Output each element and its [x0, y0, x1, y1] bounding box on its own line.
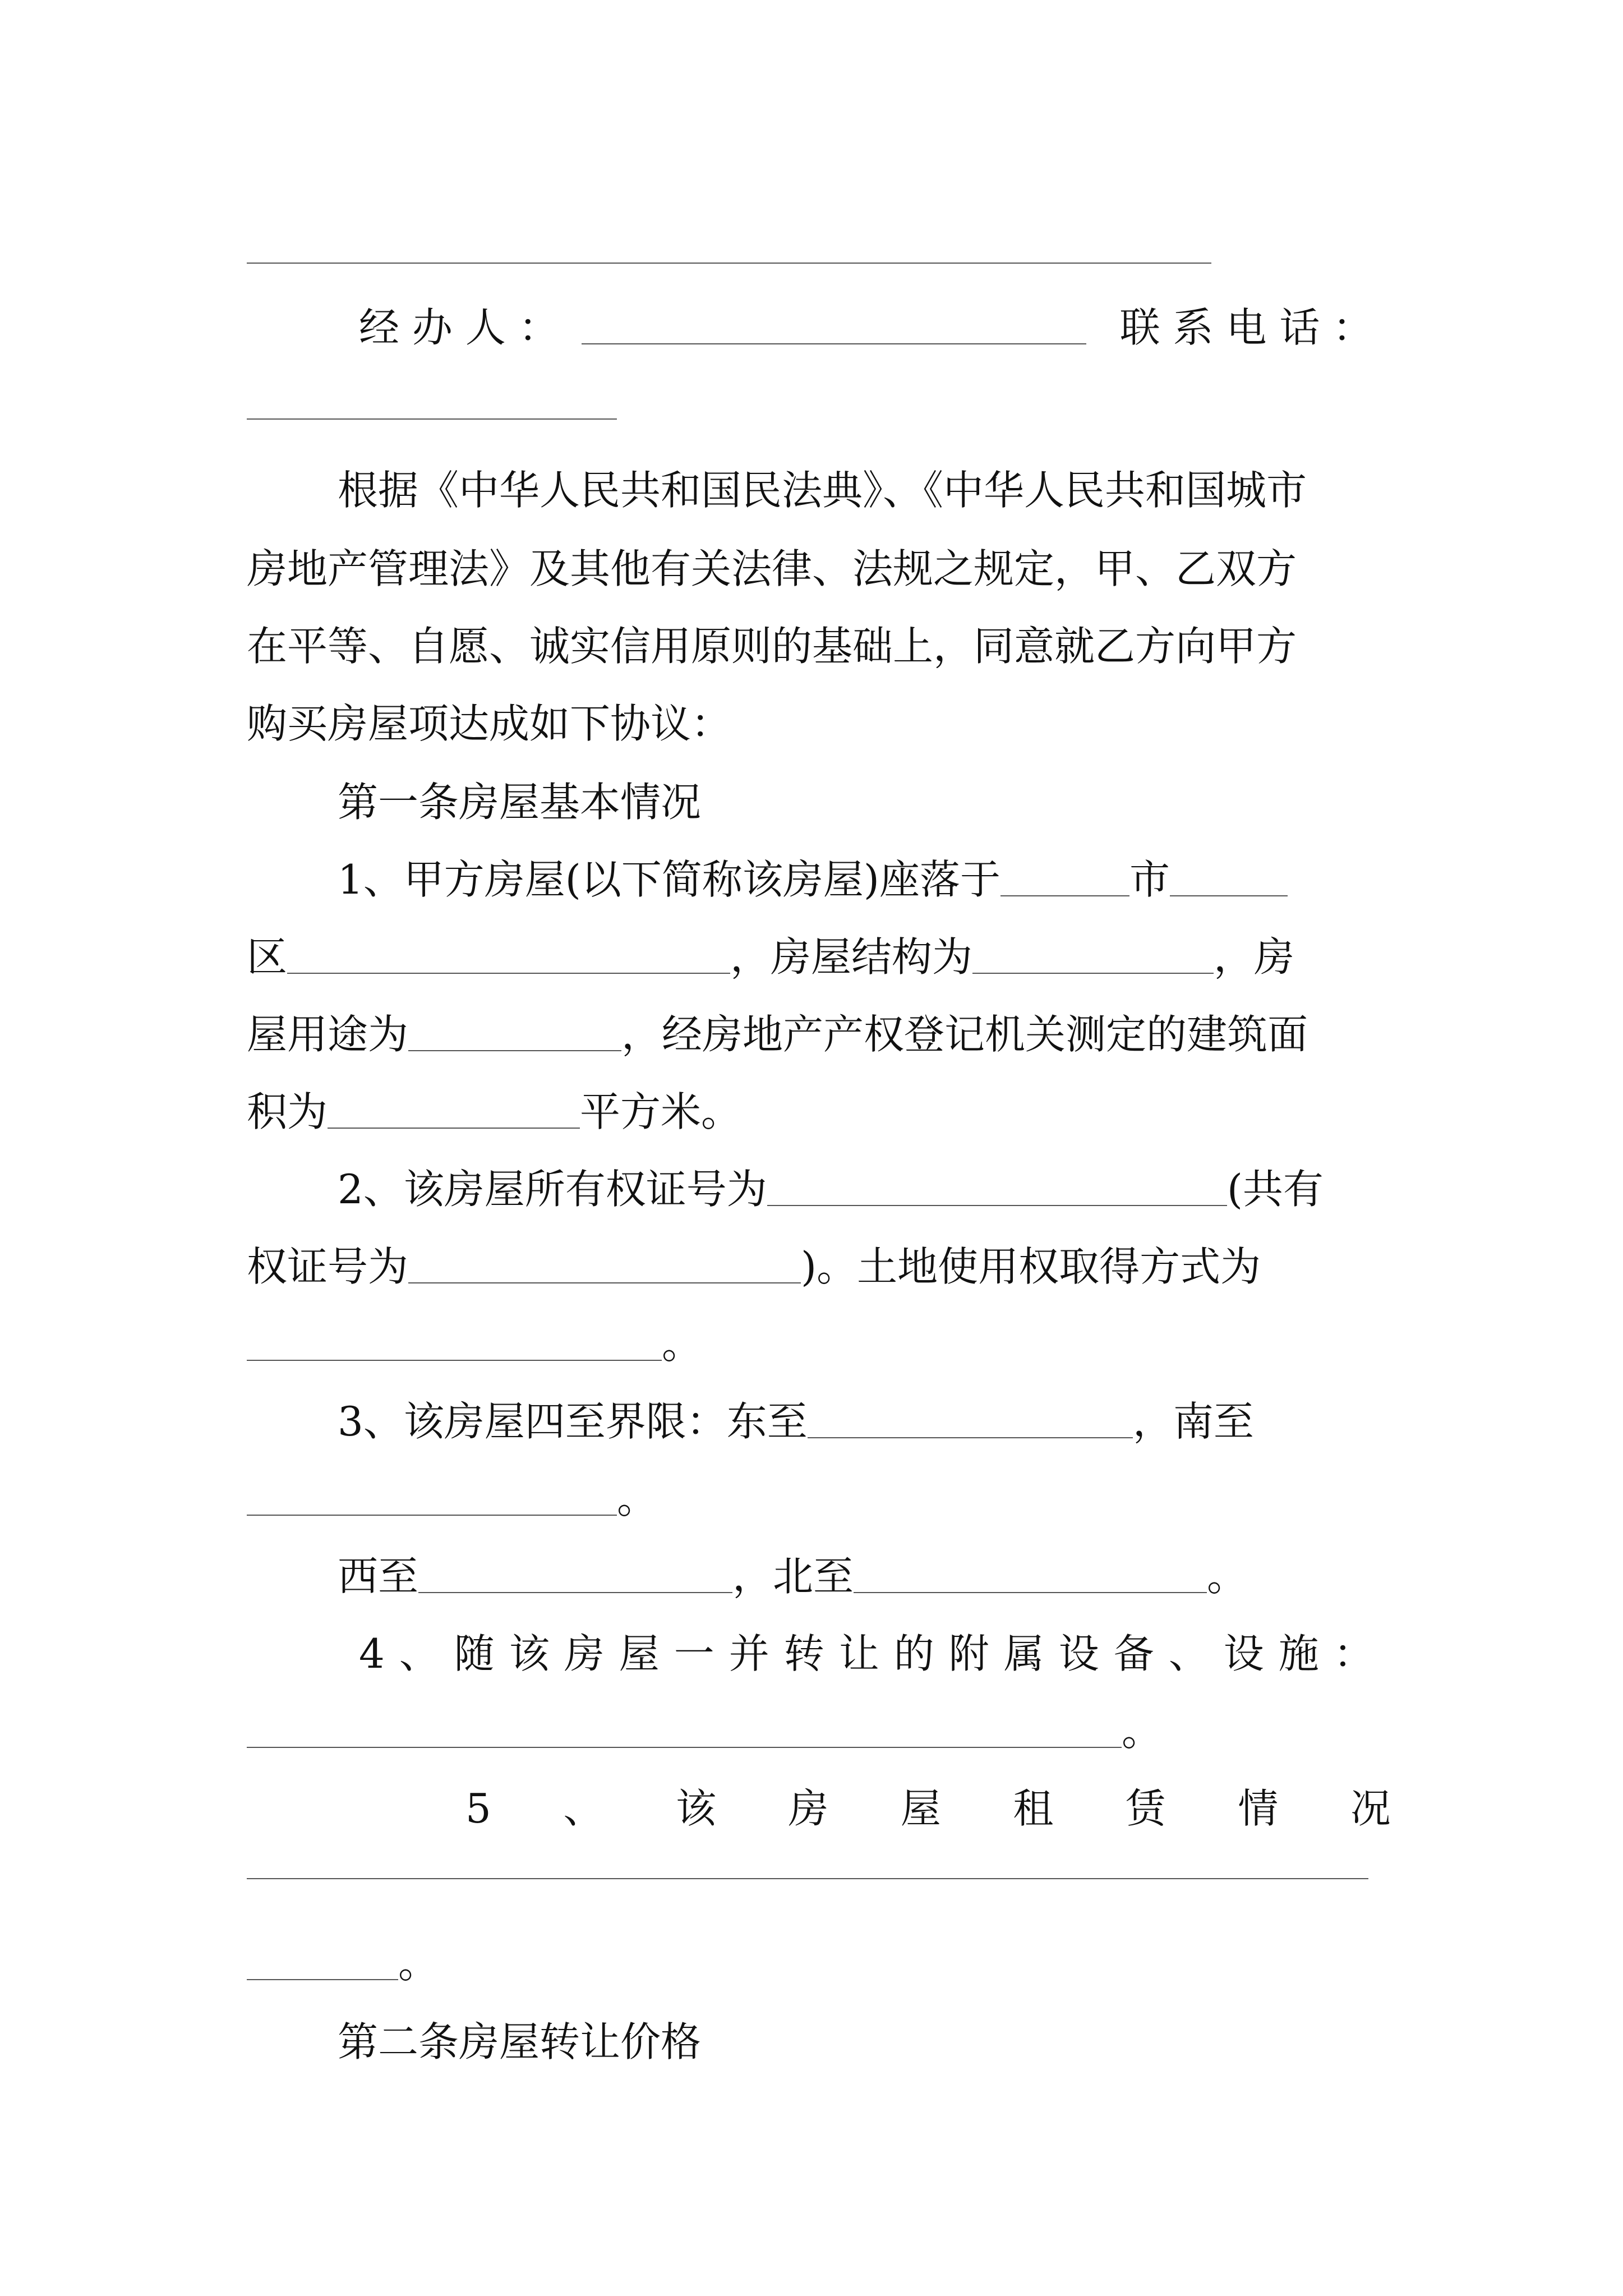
item5-char: 情 [1238, 1785, 1279, 1832]
west-blank [418, 1592, 732, 1593]
preamble-line-2 [247, 510, 1391, 592]
preamble-text-1: 根据《中华人民共和国民法典》、《中华人民共和国城市 [338, 467, 1307, 514]
co-owner-blank [408, 1282, 801, 1283]
phone-blank [247, 418, 617, 420]
land-use-label: )。土地使用权取得方式为 [801, 1243, 1261, 1290]
area-unit: 平方米。 [580, 1088, 742, 1135]
district-label: 区 [247, 933, 288, 981]
preamble-text-3: 在平等、自愿、诚实信用原则的基础上，同意就乙方向甲方 [247, 623, 1297, 670]
area-label: 积为 [247, 1088, 328, 1135]
preamble-text-4: 购买房屋项达成如下协议： [247, 700, 732, 747]
east-blank [808, 1437, 1133, 1438]
structure-end: ，房 [1214, 933, 1295, 981]
item2-line-3 [247, 1286, 1391, 1368]
north-label: ，北至 [732, 1553, 854, 1600]
structure-blank [972, 973, 1214, 974]
item5-char: 屋 [900, 1785, 941, 1832]
item1-line-2 [247, 899, 1391, 981]
south-label: ，南至 [1132, 1398, 1254, 1445]
area-text: ，经房地产产权登记机关测定的建筑面 [621, 1011, 1308, 1058]
north-end: 。 [1207, 1553, 1248, 1600]
preamble-text-2: 房地产管理法》及其他有关法律、法规之规定，甲、乙双方 [247, 545, 1297, 592]
item4-line-1 [247, 1595, 1391, 1677]
top-blank-line [247, 263, 1211, 264]
handler-blank [582, 343, 1086, 344]
item3-line-3 [247, 1518, 1391, 1600]
land-use-blank [247, 1360, 662, 1361]
handler-label: 经 办 人 ： [359, 304, 559, 351]
item5-char: 房 [788, 1785, 829, 1832]
article2-heading [247, 1984, 1391, 2065]
item1-prefix: 1、甲方房屋(以下简称该房屋)座落于 [338, 856, 1000, 903]
item5-char: 况 [1350, 1785, 1391, 1832]
cert-label: 2、该房屋所有权证号为 [338, 1166, 767, 1213]
item2-end: 。 [662, 1320, 703, 1368]
item5-char: 、 [563, 1785, 604, 1832]
preamble-line-1 [247, 432, 1391, 514]
item4-text: 4、随该房屋一并转让的附属设备、设施： [359, 1630, 1389, 1677]
usage-label: 屋用途为 [247, 1011, 409, 1058]
item4-end: 。 [1122, 1708, 1163, 1755]
item4-blank [247, 1747, 1122, 1748]
cert-blank [767, 1205, 1227, 1206]
item5-blank-short [247, 1979, 398, 1980]
item3-line-1 [247, 1363, 1391, 1445]
city-label: 市 [1129, 856, 1170, 903]
item5-line-1 [465, 1750, 1391, 1832]
item2-line-1 [247, 1131, 1391, 1213]
item5-char: 赁 [1125, 1785, 1166, 1832]
item5-char: 5 [465, 1785, 491, 1832]
item4-line-2 [247, 1673, 1391, 1755]
north-blank [854, 1592, 1207, 1593]
article2-heading-text: 第二条房屋转让价格 [338, 2018, 702, 2065]
usage-blank [408, 1050, 621, 1051]
item3-line-2 [247, 1441, 1391, 1522]
item1-line-1 [247, 821, 1391, 903]
item2-line-2 [247, 1208, 1391, 1290]
area-blank [328, 1128, 580, 1129]
co-owner-prefix: 权证号为 [247, 1243, 409, 1290]
phone-label: 联 系 电 话 ： [1119, 304, 1373, 351]
article1-heading [247, 744, 1391, 826]
item5-line-2 [247, 1905, 1391, 1987]
handler-line [247, 269, 1391, 351]
item5-char: 该 [675, 1785, 716, 1832]
district-blank [287, 973, 730, 974]
item5-end: 。 [398, 1940, 439, 1987]
structure-label: ，房屋结构为 [730, 933, 973, 981]
south-blank [247, 1515, 617, 1516]
city-blank [1000, 895, 1129, 896]
preamble-line-3 [247, 588, 1391, 670]
article1-heading-text: 第一条房屋基本情况 [338, 779, 702, 826]
east-label: 3、该房屋四至界限：东至 [338, 1398, 808, 1445]
west-label: 西至 [338, 1553, 419, 1600]
item5-blank-long [247, 1878, 1368, 1879]
item5-char: 租 [1013, 1785, 1054, 1832]
district-name-blank [1170, 895, 1288, 896]
preamble-line-4 [247, 665, 1391, 747]
co-owner-label: (共有 [1227, 1166, 1324, 1213]
item1-line-4 [247, 1053, 1391, 1135]
south-end: 。 [617, 1475, 658, 1522]
item1-line-3 [247, 976, 1391, 1058]
